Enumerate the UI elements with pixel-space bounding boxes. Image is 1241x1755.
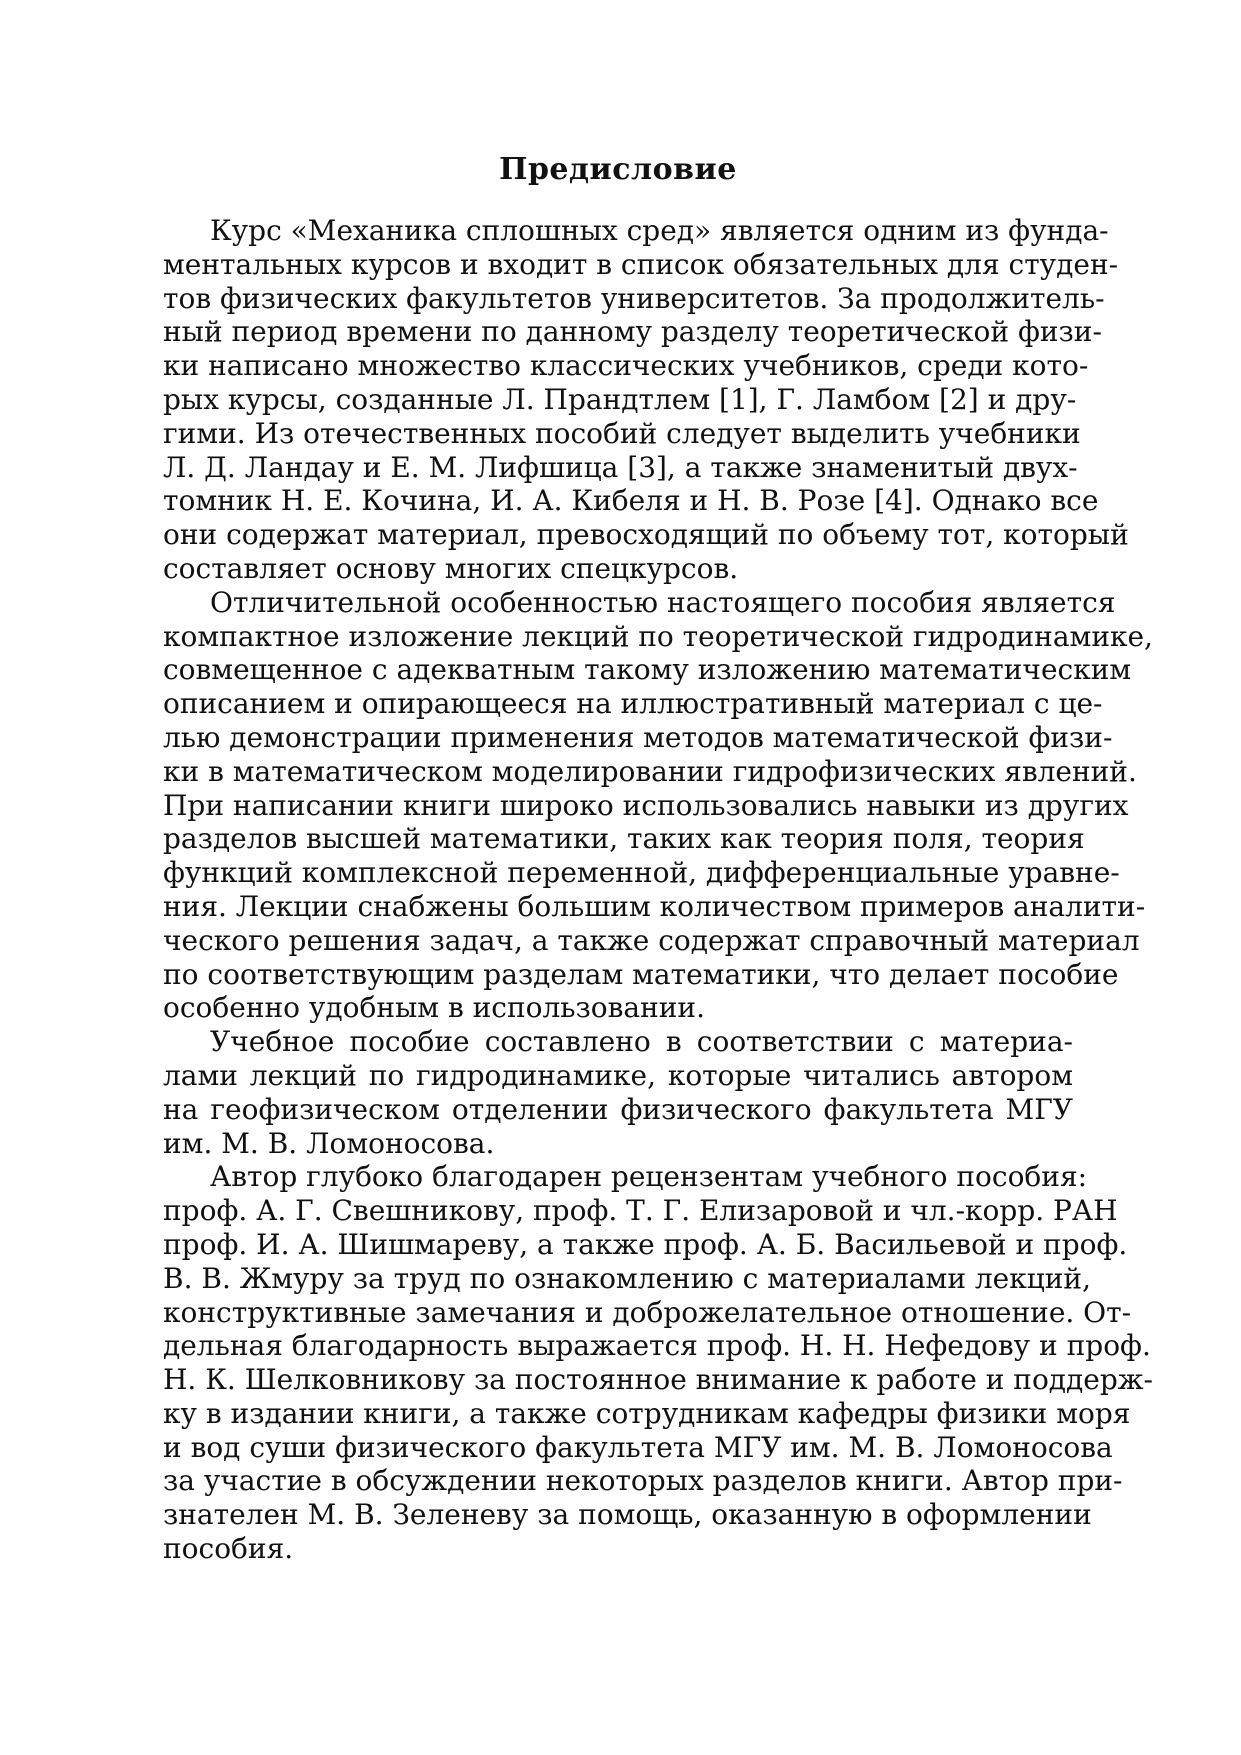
text-line: тов физических факультетов университетов. За продолжитель-: [163, 281, 1105, 315]
page-title: Предисловие: [499, 152, 737, 187]
text-line: они содержат материал, превосходящий по объему тот, который: [163, 518, 1129, 552]
paragraph: [163, 1160, 1153, 1566]
text-line: ки в математическом моделировании гидрофизических явлений.: [163, 754, 1137, 788]
text-line: При написании книги широко использовались навыки из других: [163, 788, 1129, 822]
text-line: ку в издании книги, а также сотрудникам кафедры физики моря: [163, 1396, 1131, 1430]
text-line: Учебное пособие составлено в соответствии с материа-: [210, 1025, 1073, 1059]
text-line: ментальных курсов и входит в список обязательных для студен-: [163, 247, 1119, 281]
text-line: дельная благодарность выражается проф. Н. Н. Нефедову и проф.: [163, 1329, 1151, 1363]
text-line: В. В. Жмуру за труд по ознакомлению с материалами лекций,: [163, 1261, 1091, 1295]
paragraph: [163, 585, 1153, 1025]
text-line: составляет основу многих спецкурсов.: [163, 551, 739, 585]
text-line: лью демонстрации применения методов математической физи-: [163, 720, 1113, 754]
text-line: и вод суши физического факультета МГУ им. М. В. Ломоносова: [163, 1430, 1113, 1464]
text-line: ния. Лекции снабжены большим количеством примеров аналити-: [163, 889, 1146, 923]
text-line: Курс «Механика сплошных сред» является одним из фунда-: [210, 214, 1109, 247]
text-line: знателен М. В. Зеленеву за помощь, оказанную в оформлении: [163, 1498, 1092, 1532]
text-line: компактное изложение лекций по теоретической гидродинамике,: [163, 619, 1153, 653]
document-body: [163, 214, 1153, 1566]
text-line: описанием и опирающееся на иллюстративный материал с це-: [163, 687, 1103, 721]
text-line: функций комплексной переменной, дифференциальные уравне-: [163, 856, 1120, 890]
text-line: Н. К. Шелковникову за постоянное внимание к работе и поддерж-: [163, 1363, 1153, 1397]
text-line: проф. А. Г. Свешникову, проф. Т. Г. Елизаровой и чл.-корр. РАН: [163, 1194, 1118, 1228]
text-line: Л. Д. Ландау и Е. М. Лифшица [3], а также знаменитый двух-: [163, 450, 1078, 484]
text-line: гими. Из отечественных пособий следует выделить учебники: [163, 416, 1081, 450]
text-line: пособия.: [163, 1532, 294, 1566]
text-line: на геофизическом отделении физического факультета МГУ: [163, 1092, 1073, 1126]
text-line: совмещенное с адекватным такому изложению математическим: [163, 653, 1132, 687]
text-line: Автор глубоко благодарен рецензентам учебного пособия:: [210, 1160, 1088, 1194]
text-line: особенно удобным в использовании.: [163, 991, 705, 1025]
text-line: ный период времени по данному разделу теоретической физи-: [163, 315, 1102, 349]
text-line: разделов высшей математики, таких как теория поля, теория: [163, 822, 1085, 856]
paragraph: [163, 214, 1129, 586]
text-line: проф. И. А. Шишмареву, а также проф. А. Б. Васильевой и проф.: [163, 1227, 1128, 1261]
text-line: конструктивные замечания и доброжелательное отношение. От-: [163, 1295, 1132, 1329]
text-line: по соответствующим разделам математики, что делает пособие: [163, 957, 1119, 991]
text-line: томник Н. Е. Кочина, И. А. Кибеля и Н. В. Розе [4]. Однако все: [163, 484, 1099, 518]
document-page: [163, 150, 1153, 1566]
text-line: ческого решения задач, а также содержат справочный материал: [163, 923, 1140, 957]
text-line: лами лекций по гидродинамике, которые читались автором: [163, 1058, 1073, 1092]
text-line: за участие в обсуждении некоторых разделов книги. Автор при-: [163, 1464, 1123, 1498]
text-line: ки написано множество классических учебников, среди кото-: [163, 349, 1089, 383]
paragraph: [163, 1025, 1073, 1160]
text-line: им. М. В. Ломоносова.: [163, 1126, 495, 1160]
text-line: рых курсы, созданные Л. Прандтлем [1], Г. Ламбом [2] и дру-: [163, 382, 1077, 416]
text-line: Отличительной особенностью настоящего пособия является: [210, 585, 1116, 619]
